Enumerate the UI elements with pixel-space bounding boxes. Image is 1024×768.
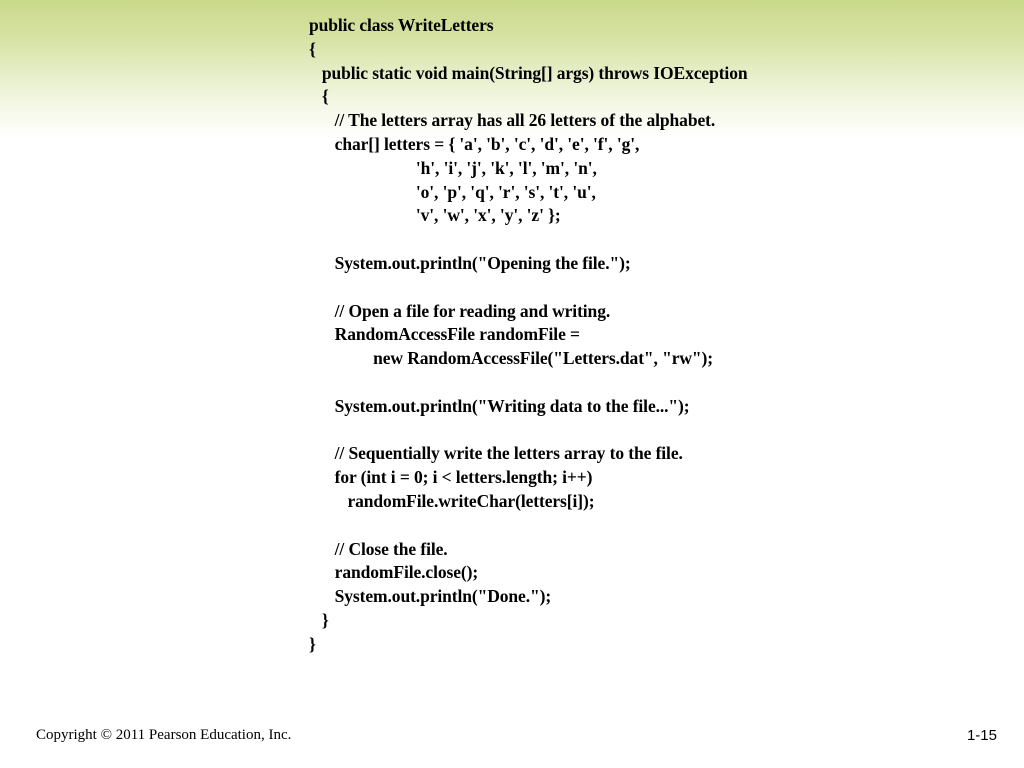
code-line: [309, 419, 747, 443]
code-line: }: [309, 633, 316, 654]
code-line: randomFile.writeChar(letters[i]);: [309, 490, 595, 511]
code-line: System.out.println("Writing data to the file...");: [309, 395, 690, 416]
code-line: {: [309, 38, 316, 59]
code-line: System.out.println("Done.");: [309, 586, 552, 607]
code-line: [309, 276, 747, 300]
code-line: {: [309, 86, 329, 107]
code-line: RandomAccessFile randomFile =: [309, 324, 580, 345]
code-line: public class WriteLetters: [309, 15, 494, 35]
code-line: }: [309, 609, 329, 630]
code-line: [309, 514, 747, 538]
code-line: System.out.println("Opening the file.");: [309, 252, 631, 273]
code-line: char[] letters = { 'a', 'b', 'c', 'd', 'e', 'f', 'g',: [309, 133, 640, 154]
code-line: randomFile.close();: [309, 562, 479, 583]
code-line: // Open a file for reading and writing.: [309, 300, 611, 321]
footer-copyright: Copyright © 2011 Pearson Education, Inc.: [36, 727, 292, 743]
code-line: // The letters array has all 26 letters of the alphabet.: [309, 110, 716, 131]
slide-page-number: 1-15: [966, 727, 997, 744]
code-line: for (int i = 0; i < letters.length; i++): [309, 467, 593, 488]
code-line: 'h', 'i', 'j', 'k', 'l', 'm', 'n',: [309, 157, 597, 178]
code-line: new RandomAccessFile("Letters.dat", "rw");: [309, 348, 713, 369]
code-line: 'o', 'p', 'q', 'r', 's', 't', 'u',: [309, 181, 596, 202]
code-line: [309, 371, 747, 395]
code-line: 'v', 'w', 'x', 'y', 'z' };: [309, 205, 561, 226]
code-line: [309, 228, 747, 252]
code-line: public static void main(String[] args) throws IOException: [309, 62, 748, 83]
code-line: // Sequentially write the letters array to the file.: [309, 443, 683, 464]
code-listing: [309, 14, 747, 657]
code-line: // Close the file.: [309, 538, 448, 559]
